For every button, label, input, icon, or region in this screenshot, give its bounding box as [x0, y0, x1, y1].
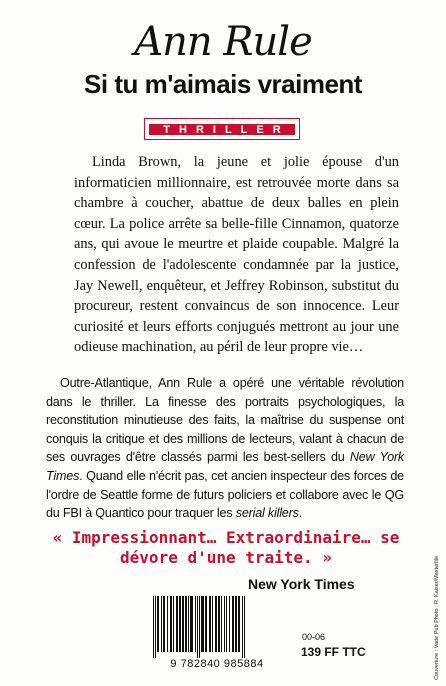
barcode-number: 9 782840 985884: [170, 658, 264, 670]
bio-serial-killers: serial killers: [235, 506, 299, 521]
author-name: Ann Rule: [134, 19, 312, 65]
barcode-bar: [215, 596, 217, 652]
barcode-bar: [195, 596, 196, 652]
barcode-bar: [170, 596, 172, 652]
barcode-guard-bar: [197, 596, 198, 658]
barcode-bar: [238, 596, 240, 652]
barcode-bar: [182, 596, 184, 652]
quote-source: New York Times: [248, 576, 355, 592]
bio-nyt-title: New York Times: [46, 450, 404, 483]
edition-code: 00-06: [302, 632, 326, 642]
barcode-bar: [218, 596, 220, 652]
genre-label: [144, 118, 300, 140]
bio-text-start: Outre-Atlantique, Ann Rule a opéré une véritable révolution dans le thriller. La finesse des portraits psychologiques, la reconstitution minutieuse des faits, la maîtrise du suspense ont conquis la critique et des millions de lecteurs, valant à chacun de ses ouvrages d'être classés parmi les best-sellers du: [46, 376, 404, 465]
barcode-bar: [235, 596, 237, 652]
barcode-bar: [212, 596, 213, 652]
synopsis-paragraph: [74, 152, 399, 358]
barcode-bar: [229, 596, 230, 652]
barcode-bar: [221, 596, 222, 652]
barcode-bar: [190, 596, 193, 652]
barcode-guard-bar: [242, 596, 243, 658]
barcode-bar: [173, 596, 174, 652]
barcode-bar: [179, 596, 181, 652]
barcode-bar: [205, 596, 207, 652]
book-title: Si tu m'aimais vraiment: [84, 69, 362, 99]
genre-text: THRILLER: [163, 124, 290, 136]
barcode-bar: [167, 596, 168, 652]
barcode-bar: [176, 596, 178, 652]
author-bio-paragraph: [46, 374, 404, 523]
barcode-guard-bar: [155, 596, 156, 658]
press-quote: « Impressionnant… Extraordinaire… se dévore d'une traite. »: [52, 528, 400, 567]
barcode-bar: [163, 596, 165, 652]
barcode-bar: [201, 596, 204, 652]
bio-text-end: .: [298, 506, 303, 521]
price-label: 139 FF TTC: [301, 645, 366, 659]
barcode-bar: [185, 596, 187, 652]
synopsis-text: Linda Brown, la jeune et jolie épouse d'un informaticien millionnaire, est retrouvée morte dans sa chambre à coucher, abattue de deux balles en plein cœur. La police arrête sa belle-fille Cinnamon, quatorze ans, qui avoue le meurtre et plaide coupable. Malgré la confession de l'adolescente condamnée par la justice, Jay Newell, enquêteur, et Jeffrey Robinson, substitut du procureur, restent convaincus de son innocence. Leur curiosité et leurs efforts conjugués mettront au jour une odieuse machination, au péril de leur propre vie…: [74, 154, 399, 356]
cover-credits-text: Couverture : Vade Pub Photo : R. Kaiser/Masterfile: [434, 555, 440, 680]
cover-credits: [426, 555, 440, 680]
barcode-bar: [161, 596, 162, 652]
barcode-bar: [209, 596, 211, 652]
barcode-image: [150, 596, 284, 658]
barcode-guard-bar: [244, 596, 245, 658]
barcode-bar: [157, 596, 159, 652]
barcode-guard-bar: [199, 596, 200, 658]
barcode-guard-bar: [153, 596, 154, 658]
bio-text-middle: . Quand elle n'écrit pas, cet ancien inspecteur des forces de l'ordre de Seattle forme de futurs policiers et collabore avec le QG du FBI à Quantico pour traquer les: [46, 468, 404, 521]
barcode-bar: [232, 596, 234, 652]
barcode-bar: [188, 596, 189, 652]
barcode-bar: [224, 596, 225, 652]
barcode-bar: [226, 596, 227, 652]
